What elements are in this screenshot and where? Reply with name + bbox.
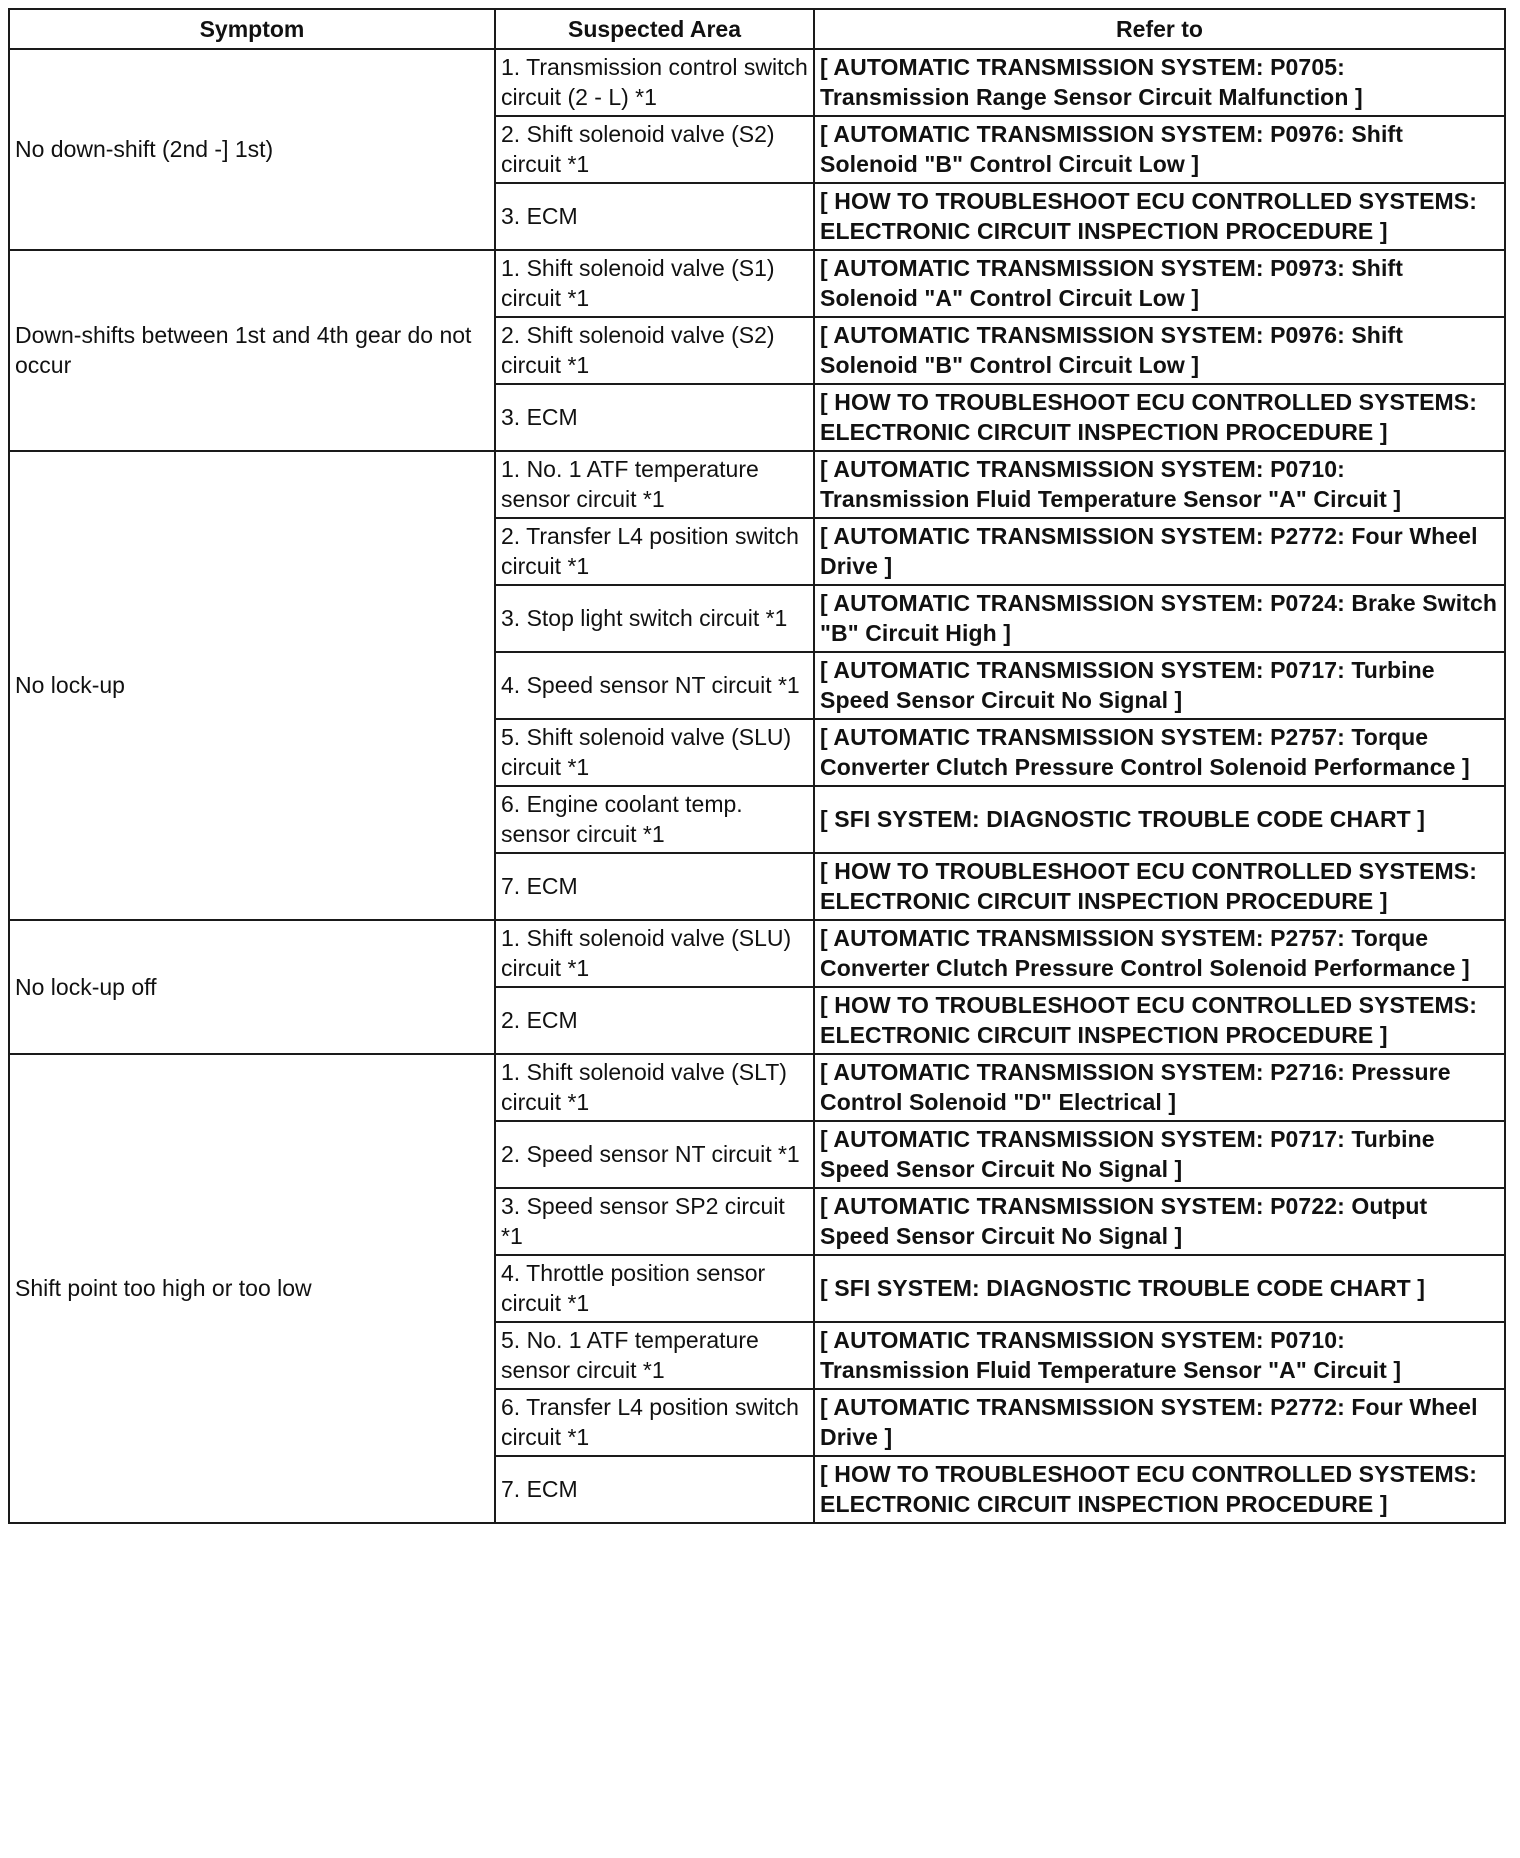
refer-to-link[interactable]: [ HOW TO TROUBLESHOOT ECU CONTROLLED SYSTEMS: ELECTRONIC CIRCUIT INSPECTION PROCEDURE ]	[814, 987, 1505, 1054]
refer-to-link[interactable]: [ AUTOMATIC TRANSMISSION SYSTEM: P2772: Four Wheel Drive ]	[814, 1389, 1505, 1456]
suspected-area-cell: 7. ECM	[495, 1456, 814, 1523]
suspected-area-cell: 7. ECM	[495, 853, 814, 920]
refer-to-link[interactable]: [ AUTOMATIC TRANSMISSION SYSTEM: P0976: Shift Solenoid "B" Control Circuit Low ]	[814, 317, 1505, 384]
refer-to-link[interactable]: [ AUTOMATIC TRANSMISSION SYSTEM: P0705: Transmission Range Sensor Circuit Malfunction ]	[814, 49, 1505, 116]
table-row	[9, 49, 1505, 116]
refer-to-link[interactable]: [ AUTOMATIC TRANSMISSION SYSTEM: P2772: Four Wheel Drive ]	[814, 518, 1505, 585]
suspected-area-cell: 2. Shift solenoid valve (S2) circuit *1	[495, 317, 814, 384]
symptom-cell: No down-shift (2nd -] 1st)	[9, 49, 495, 250]
refer-to-link[interactable]: [ HOW TO TROUBLESHOOT ECU CONTROLLED SYSTEMS: ELECTRONIC CIRCUIT INSPECTION PROCEDURE ]	[814, 1456, 1505, 1523]
refer-to-link[interactable]: [ AUTOMATIC TRANSMISSION SYSTEM: P2716: Pressure Control Solenoid "D" Electrical ]	[814, 1054, 1505, 1121]
header-row	[9, 9, 1505, 49]
refer-to-link[interactable]: [ AUTOMATIC TRANSMISSION SYSTEM: P0722: Output Speed Sensor Circuit No Signal ]	[814, 1188, 1505, 1255]
suspected-area-cell: 4. Throttle position sensor circuit *1	[495, 1255, 814, 1322]
header-refer-to: Refer to	[814, 9, 1505, 49]
table-row	[9, 1054, 1505, 1121]
suspected-area-cell: 2. Shift solenoid valve (S2) circuit *1	[495, 116, 814, 183]
refer-to-link[interactable]: [ SFI SYSTEM: DIAGNOSTIC TROUBLE CODE CHART ]	[814, 1255, 1505, 1322]
suspected-area-cell: 2. Speed sensor NT circuit *1	[495, 1121, 814, 1188]
table-row	[9, 920, 1505, 987]
symptom-cell: No lock-up	[9, 451, 495, 920]
suspected-area-cell: 3. ECM	[495, 183, 814, 250]
refer-to-link[interactable]: [ AUTOMATIC TRANSMISSION SYSTEM: P0973: Shift Solenoid "A" Control Circuit Low ]	[814, 250, 1505, 317]
suspected-area-cell: 3. Stop light switch circuit *1	[495, 585, 814, 652]
suspected-area-cell: 3. Speed sensor SP2 circuit *1	[495, 1188, 814, 1255]
suspected-area-cell: 1. Shift solenoid valve (S1) circuit *1	[495, 250, 814, 317]
suspected-area-cell: 1. Transmission control switch circuit (2 - L) *1	[495, 49, 814, 116]
table-row	[9, 250, 1505, 317]
suspected-area-cell: 6. Engine coolant temp. sensor circuit *1	[495, 786, 814, 853]
refer-to-link[interactable]: [ HOW TO TROUBLESHOOT ECU CONTROLLED SYSTEMS: ELECTRONIC CIRCUIT INSPECTION PROCEDURE ]	[814, 853, 1505, 920]
header-suspected-area: Suspected Area	[495, 9, 814, 49]
refer-to-link[interactable]: [ HOW TO TROUBLESHOOT ECU CONTROLLED SYSTEMS: ELECTRONIC CIRCUIT INSPECTION PROCEDURE ]	[814, 183, 1505, 250]
suspected-area-cell: 2. ECM	[495, 987, 814, 1054]
symptom-table	[8, 8, 1506, 1524]
table-row	[9, 451, 1505, 518]
table-header	[9, 9, 1505, 49]
table-body	[9, 49, 1505, 1523]
refer-to-link[interactable]: [ HOW TO TROUBLESHOOT ECU CONTROLLED SYSTEMS: ELECTRONIC CIRCUIT INSPECTION PROCEDURE ]	[814, 384, 1505, 451]
refer-to-link[interactable]: [ AUTOMATIC TRANSMISSION SYSTEM: P0976: Shift Solenoid "B" Control Circuit Low ]	[814, 116, 1505, 183]
suspected-area-cell: 5. Shift solenoid valve (SLU) circuit *1	[495, 719, 814, 786]
suspected-area-cell: 3. ECM	[495, 384, 814, 451]
refer-to-link[interactable]: [ AUTOMATIC TRANSMISSION SYSTEM: P2757: Torque Converter Clutch Pressure Control Solenoid Performance ]	[814, 920, 1505, 987]
suspected-area-cell: 5. No. 1 ATF temperature sensor circuit *1	[495, 1322, 814, 1389]
refer-to-link[interactable]: [ SFI SYSTEM: DIAGNOSTIC TROUBLE CODE CHART ]	[814, 786, 1505, 853]
diagnostic-table-wrapper	[8, 8, 1504, 1524]
refer-to-link[interactable]: [ AUTOMATIC TRANSMISSION SYSTEM: P0717: Turbine Speed Sensor Circuit No Signal ]	[814, 652, 1505, 719]
suspected-area-cell: 1. Shift solenoid valve (SLT) circuit *1	[495, 1054, 814, 1121]
refer-to-link[interactable]: [ AUTOMATIC TRANSMISSION SYSTEM: P0717: Turbine Speed Sensor Circuit No Signal ]	[814, 1121, 1505, 1188]
refer-to-link[interactable]: [ AUTOMATIC TRANSMISSION SYSTEM: P0710: Transmission Fluid Temperature Sensor "A" Circuit ]	[814, 1322, 1505, 1389]
suspected-area-cell: 1. No. 1 ATF temperature sensor circuit *1	[495, 451, 814, 518]
refer-to-link[interactable]: [ AUTOMATIC TRANSMISSION SYSTEM: P2757: Torque Converter Clutch Pressure Control Solenoid Performance ]	[814, 719, 1505, 786]
header-symptom: Symptom	[9, 9, 495, 49]
refer-to-link[interactable]: [ AUTOMATIC TRANSMISSION SYSTEM: P0710: Transmission Fluid Temperature Sensor "A" Circuit ]	[814, 451, 1505, 518]
symptom-cell: Down-shifts between 1st and 4th gear do not occur	[9, 250, 495, 451]
symptom-cell: Shift point too high or too low	[9, 1054, 495, 1523]
suspected-area-cell: 4. Speed sensor NT circuit *1	[495, 652, 814, 719]
symptom-cell: No lock-up off	[9, 920, 495, 1054]
refer-to-link[interactable]: [ AUTOMATIC TRANSMISSION SYSTEM: P0724: Brake Switch "B" Circuit High ]	[814, 585, 1505, 652]
suspected-area-cell: 1. Shift solenoid valve (SLU) circuit *1	[495, 920, 814, 987]
suspected-area-cell: 2. Transfer L4 position switch circuit *1	[495, 518, 814, 585]
suspected-area-cell: 6. Transfer L4 position switch circuit *1	[495, 1389, 814, 1456]
